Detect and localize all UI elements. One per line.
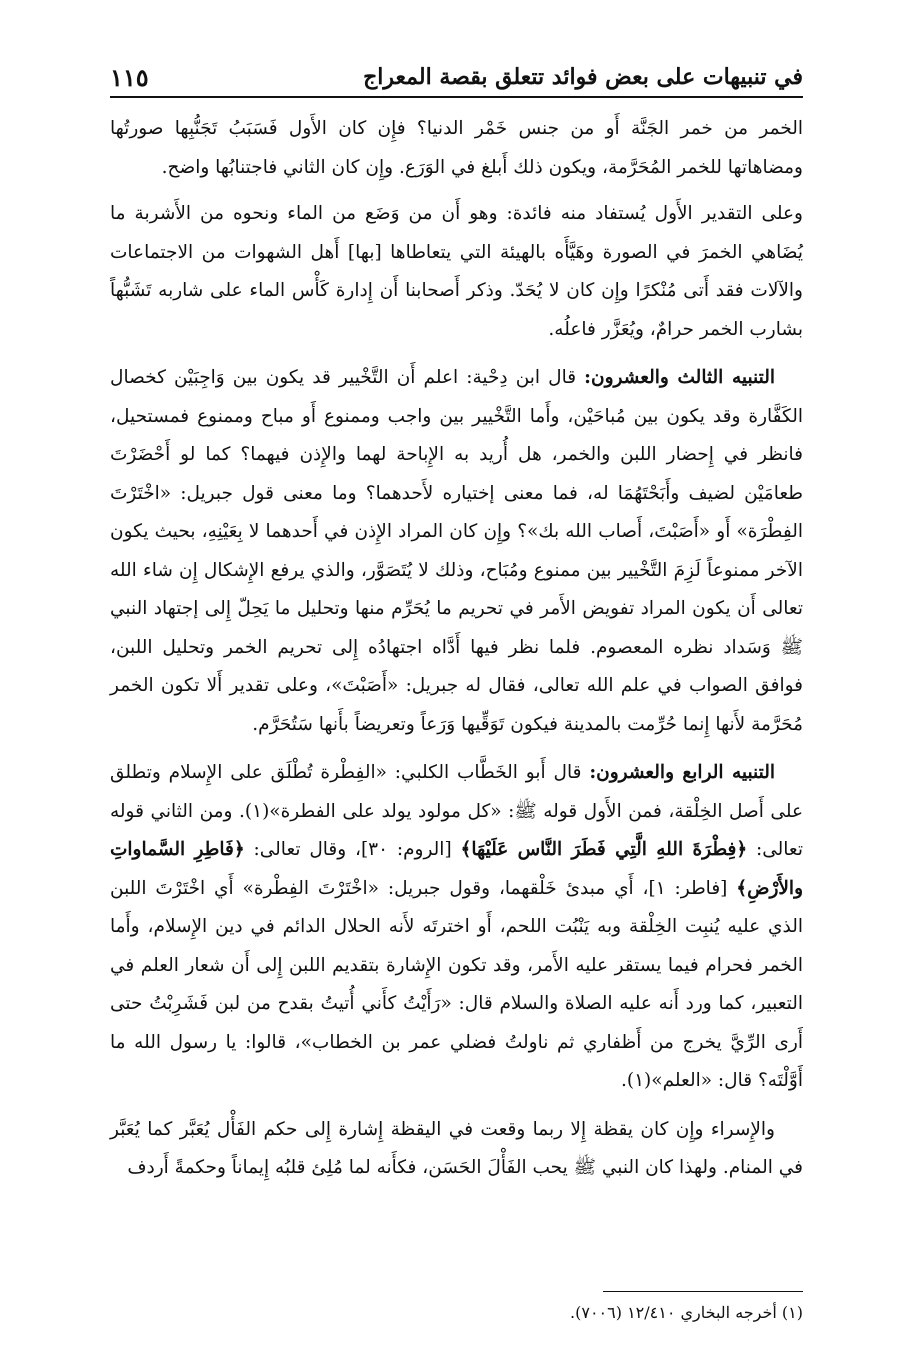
paragraph-4: [110, 754, 803, 1101]
paragraph-3: [110, 359, 803, 744]
quran-verse-fatir: ﴿فَاطِرِ السَّماواتِ والأَرْضِ﴾: [110, 839, 803, 899]
paragraph-3-text: قال ابن دِحْية: اعلم أَن التَّخْيير قد يكون بين وَاجِبَيْن كخصال الكَفَّارة وقد يكون بين مُباحَيْن، وأَما التَّخْيير بين واجب وممنوع أَو مباح وممنوع فمستحيل، فانظر في إِحضار اللبن والخمر، هل أُريد به الإِباحة لهما والإِذن فيهما؟ كما لو أَحْضَرْتَ طعامَيْن لضيف وأَبَحْتَهُمَا له، فما معنى إختياره لأَحدهما؟ وما معنى قول جبريل: «اخْتَرْتَ الفِطْرَة» أَو «أَصَبْتَ، أَصاب الله بك»؟ وإِن كان المراد الإِذن في أَحدهما لا بِعَيْنِهِ، بحيث يكون الآخر ممنوعاً لَزِمَ التَّخْيير بين ممنوع ومُبَاح، وذلك لا يُتَصَوَّر، والذي يرفع الإِشكال إِن شاء الله تعالى أَن يكون المراد تفويض الأَمر في تحريم ما يُحَرِّم منها وتحليل ما يَحِلّ إِلى إجتهاد النبي ﷺ وَسَداد نظره المعصوم. فلما نظر فيها أَدَّاه اجتهادُه إِلى تحريم الخمر وتحليل اللبن، فوافق الصواب في علم الله تعالى، فقال له جبريل: «أَصَبْتَ»، وعلى تقدير أَلا تكون الخمر مُحَرَّمة لأَنها إِنما حُرِّمت بالمدينة فيكون تَوَقِّيها وَرَعاً وتعريضاً بأَنها سَتُحَرَّم.: [110, 367, 803, 735]
paragraph-5: والإِسراء وإِن كان يقظة إِلا ربما وقعت في اليقظة إِشارة إِلى حكم الفَأْل يُعَبَّر كما يُعَبَّر في المنام. ولهذا كان النبي ﷺ يحب الفَأْلَ الحَسَن، فكأَنه لما مُلِئ قلبُه إِيماناً وحكمةً أَردف: [110, 1118, 803, 1178]
section-heading-24: التنبيه الرابع والعشرون:: [589, 762, 775, 783]
paragraph-4-text-c: [فاطر: ١]، أَي مبدئ خَلْقهما، وقول جبريل: «اخْتَرْتَ الفِطْرة» أَي اخْتَرْتَ اللبن الذي عليه يُنبِت الخِلْقة وبه يَنْبُت اللحم، أَو اخترتَه لأَنه الحلال الدائم في دين الإِسلام، وأَما الخمر فحرام فيما يستقر عليه الأَمر، وقد تكون الإِشارة بتقديم اللبن إِلى أَن شعار العلم في التعبير، كما ورد أَنه عليه الصلاة والسلام قال: «رَأَيْتُ كأَني أُتيتُ بقدح من لبن فَشَرِبْتُ حتى أَرى الرِّيَّ يخرج من أَظفاري ثم ناولتُ فضلي عمر بن الخطاب»، قالوا: يا رسول الله ما أَوَّلْتَه؟ قال: «العلم»(١).: [110, 877, 803, 1091]
paragraph-4-text-a: قال أَبو الخَطَّاب الكلبي: «الفِطْرة تُطْلَق على الإِسلام وتطلق على أَصل الخِلْقة، فمن الأَول قوله ﷺ: «كل مولود يولد على الفطرة»(١). ومن الثاني قوله تعالى:: [110, 762, 804, 860]
paragraph-4-text-b: [الروم: ٣٠]، وقال تعالى:: [244, 839, 461, 860]
page-number: ١١٥: [110, 62, 149, 92]
quran-verse-rum: ﴿فِطْرَةَ اللهِ الَّتِي فَطَرَ النَّاس عَلَيْهَا﴾: [460, 839, 748, 860]
paragraph-2: وعلى التقدير الأَول يُستفاد منه فائدة: وهو أَن من وَضَع من الماء ونحوه من الأَشربة ما يُضَاهي الخمرَ في الصورة وهَيَّأَه بالهيئة التي يتعاطاها [بها] أَهل الشهوات من الاجتماعات والآلات فقد أَتى مُنْكرًا وإِن كان لا يُحَدّ. وذكر أَصحابنا أَن إِدارة كَأْس الماء على شاربه تَشَبُّهاً بشارب الخمر حرامٌ، ويُعَزَّر فاعلُه.: [110, 203, 803, 340]
section-heading-23: التنبيه الثالث والعشرون:: [584, 367, 775, 388]
page-body: [110, 110, 803, 1198]
page-header: [110, 58, 803, 98]
paragraph-1: الخمر من خمر الجَنَّة أَو من جنس خَمْر الدنيا؟ فإِن كان الأَول فَسَبَبُ تَجَنُّبِها صورتُها ومضاهاتها للخمر المُحَرَّمة، ويكون ذلك أَبلغ في الوَرَع. وإِن كان الثاني فاجتنابُها واضح.: [110, 118, 803, 178]
running-title: في تنبيهات على بعض فوائد تتعلق بقصة المعراج: [363, 64, 803, 90]
footnote: (١) أخرجه البخاري ١٢/٤١٠ (٧٠٠٦).: [570, 1303, 803, 1322]
footnote-separator: [603, 1291, 803, 1292]
